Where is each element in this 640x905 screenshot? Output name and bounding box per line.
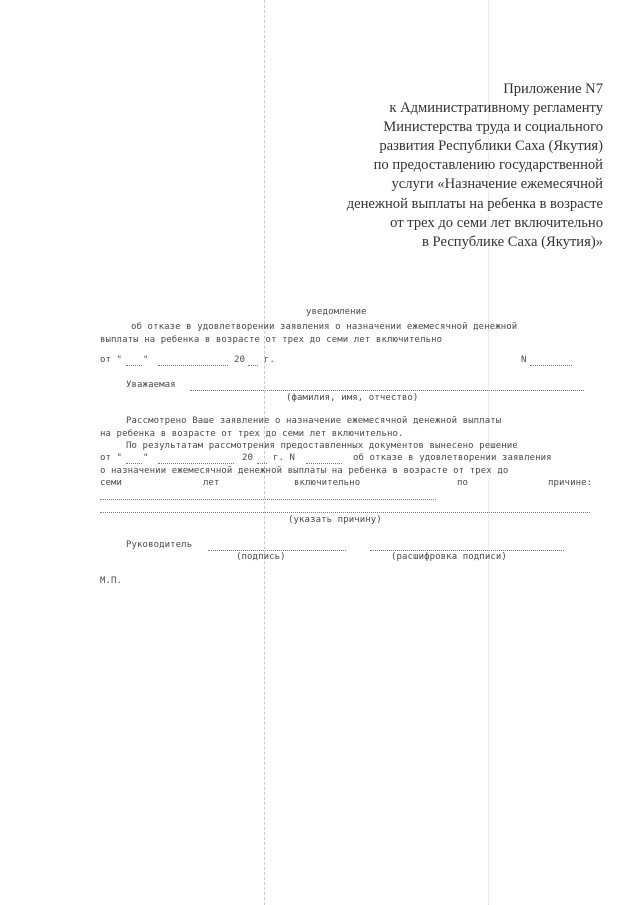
reason-caption: (указать причину) — [288, 515, 382, 525]
appendix-line: Приложение N7 — [503, 81, 603, 97]
notice-subtitle-line2: выплаты на ребенка в возрасте от трех до семи лет включительно — [100, 335, 443, 345]
decision-month-blank — [158, 463, 234, 464]
body-line-1: Рассмотрено Ваше заявление о назначение ежемесячной денежной выплаты — [126, 416, 502, 426]
appendix-line: по предоставлению государственной — [373, 157, 603, 174]
body-line-6-word: семи — [100, 478, 123, 488]
decision-date-quote: " — [143, 453, 149, 463]
decision-day-blank — [126, 463, 142, 464]
decision-year-blank — [257, 463, 267, 464]
body-line-6-word: лет — [203, 478, 220, 488]
date-suffix: г. — [264, 355, 276, 365]
appendix-line: в Республике Саха (Якутия)» — [422, 233, 603, 250]
decision-tail: об отказе в удовлетворении заявления — [353, 453, 552, 463]
year-blank — [248, 365, 258, 366]
decision-date-prefix: от " — [100, 453, 123, 463]
decode-blank — [370, 550, 564, 551]
body-line-3: По результатам рассмотрения предоставленных документов вынесено решение — [126, 441, 518, 451]
decision-year: 20 — [242, 453, 254, 463]
number-blank — [530, 365, 572, 366]
reason-blank-1 — [100, 499, 436, 500]
appendix-line: развития Республики Саха (Якутия) — [379, 138, 603, 155]
signature-caption: (подпись) — [236, 552, 286, 562]
body-line-6-word: включительно — [294, 478, 361, 488]
appendix-line: услуги «Назначение ежемесячной — [391, 176, 603, 193]
stamp-label: М.П. — [100, 576, 123, 586]
date-year: 20 — [234, 355, 246, 365]
fold-line — [264, 0, 265, 905]
signature-blank — [208, 550, 346, 551]
body-line-5: о назначении ежемесячной денежной выплаты на ребенка в возрасте от трех до — [100, 466, 509, 476]
body-line-6-word: по — [457, 478, 469, 488]
notice-subtitle-line1: об отказе в удовлетворении заявления о назначении ежемесячной денежной — [131, 322, 518, 332]
appendix-line: денежной выплаты на ребенка в возрасте — [346, 195, 603, 212]
decision-number-blank — [306, 463, 342, 464]
head-label: Руководитель — [126, 540, 193, 550]
reason-blank-2 — [100, 512, 590, 513]
appendix-header — [300, 80, 603, 252]
body-line-6-word: причине: — [548, 478, 593, 488]
month-blank — [158, 365, 228, 366]
appendix-line: от трех до семи лет включительно — [390, 214, 603, 231]
decision-number-label: г. N — [273, 453, 296, 463]
body-line-2: на ребенка в возрасте от трех до семи лет включительно. — [100, 429, 404, 439]
day-blank — [126, 365, 142, 366]
decode-caption: (расшифровка подписи) — [391, 552, 507, 562]
name-blank — [190, 390, 584, 391]
appendix-line: к Административному регламенту — [389, 100, 603, 117]
appendix-line: Министерства труда и социального — [383, 119, 603, 136]
date-quote: " — [143, 355, 149, 365]
date-prefix: от " — [100, 355, 123, 365]
salutation: Уважаемая — [126, 380, 176, 390]
number-label: N — [521, 355, 527, 365]
name-caption: (фамилия, имя, отчество) — [286, 393, 419, 403]
notice-title: уведомление — [306, 307, 367, 317]
